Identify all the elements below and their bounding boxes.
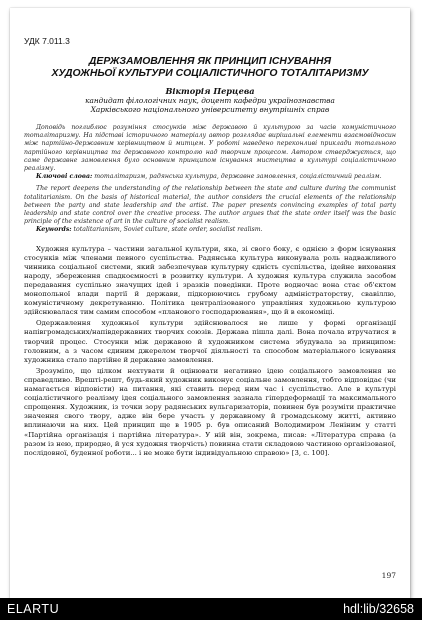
document-page (10, 8, 410, 598)
affiliation-line: кандидат філологічних наук, доцент кафедри українознавства (85, 96, 335, 105)
title-line: ДЕРЖЗАМОВЛЕННЯ ЯК ПРИНЦИП ІСНУВАННЯ (88, 56, 332, 67)
keywords-text: тоталітаризм, радянська культура, державне замовлення, соціалістичний реалізм. (92, 173, 382, 181)
keywords-label: Keywords: (36, 226, 72, 234)
udk-code: УДК 7.011.3 (24, 36, 70, 46)
page-number: 197 (381, 571, 396, 580)
abstract-ukrainian: Доповідь поглиблює розуміння стосунків між державою й культурою за часів комуністичного тоталітаризму. На підставі історичного матеріалу автор розглядає вирішальні елементи взаємовідносин між партійно-державним керівництвом й митцем. У роботі наведено переконливі приклади тотального партійного керівництва та державного контролю над творчим процесом. Автором стверджується, що саме державне замовлення було основним принципом існування мистецтва в культурі соціалістичного реалізму. (24, 124, 396, 173)
title-line: ХУДОЖНЬОЇ КУЛЬТУРИ СОЦІАЛІСТИЧНОГО ТОТАЛІТАРИЗМУ (51, 68, 369, 79)
abstract-block (24, 124, 396, 235)
keywords-label: Ключові слова: (36, 173, 93, 181)
article-title (24, 56, 396, 80)
affiliation-line: Харківського національного університету внутрішніх справ (90, 105, 330, 114)
page-content (24, 36, 396, 460)
author-name: Вікторія Перцева (165, 86, 255, 96)
repository-name: ELARTU (7, 602, 60, 616)
keywords-english (24, 226, 396, 234)
keywords-ukrainian (24, 173, 396, 181)
body-paragraph: Художня культура – частини загальної культури, яка, зі свого боку, є однією з форм існування стосунків між членами певного суспільства. Радянська культура виконувала роль надважливого чинника соціальної системи, який забезпечував культурну єдність суспільства, ідейне виховання народу, збереження спадкоємності в розвитку культури. А художня культура служила засобом передавання суспільно значущих ідей і зразків поведінки. Проте водночас вона стає об'єктом монопольної влади партії й держави, підкорюючись грубому адміністраторству, свавіллю, комуністичному декретуванню. Політика централізованого управління художньою культурою здійснювалася тим самим способом «планового господарювання», що й в економіці. (24, 244, 396, 317)
author-affiliation (24, 96, 396, 114)
abstract-english: The report deepens the understanding of the relationship between the state and culture during the communist totalitarianism. On the basis of historical material, the author considers the crucial elements of the relationship between the party and state leadership and the artist. The paper presents convincing examples of total party leadership and state control over the creative process. The author argues that the state order itself was the basic principle of the existence of art in the culture of socialist realism. (24, 185, 396, 226)
repository-footer-bar (0, 598, 422, 620)
handle-identifier: hdl:lib/32658 (343, 602, 414, 616)
article-body (24, 245, 396, 458)
body-paragraph: Зрозуміло, що цілком нехтувати й оцінювати негативно ідею соціального замовлення не справедливо. Врешті-решт, будь-який художник виконує соціальне замовлення, тобто відповідає (чи намагається відповісти) на питання, які ставить перед ним час і суспільство. Але в культурі соціалістичного реалізму ідея соціального замовлення зазнала гіпердеформації та максимального спрощення. Художник, із точки зору радянських вульгаризаторів, повинен був розуміти практичне значення свого твору, адже він бере участь у державному й громадському житті, активно вплинаючи на них. Цей принцип ще в 1905 р. був описаний Володимиром Леніним у статті «Партійна організація і партійна література». У ній він, зокрема, писав: «Література справа (а разом із нею, природно, й уся художня творчість) повинна стати складовою частиною організованої, послідовної, буденної роботи... і не може бути індивідуальною справою» [3, с. 100]. (24, 366, 396, 457)
body-paragraph: Одержавлення художньої культури здійснювалося не лише у формі організації напівгромадських/напівдержавних творчих союзів. Держава пішла далі. Вона почала втручатися в творчий процес. Стосунки між державою й художником система збудувала за принципом: головним, а з часом єдиним джерелом творчої діяльності та способом матеріального існування художника стало партійне й державне замовлення. (24, 319, 396, 364)
keywords-text: totalitarianism, Soviet culture, state order, socialist realism. (71, 226, 263, 234)
